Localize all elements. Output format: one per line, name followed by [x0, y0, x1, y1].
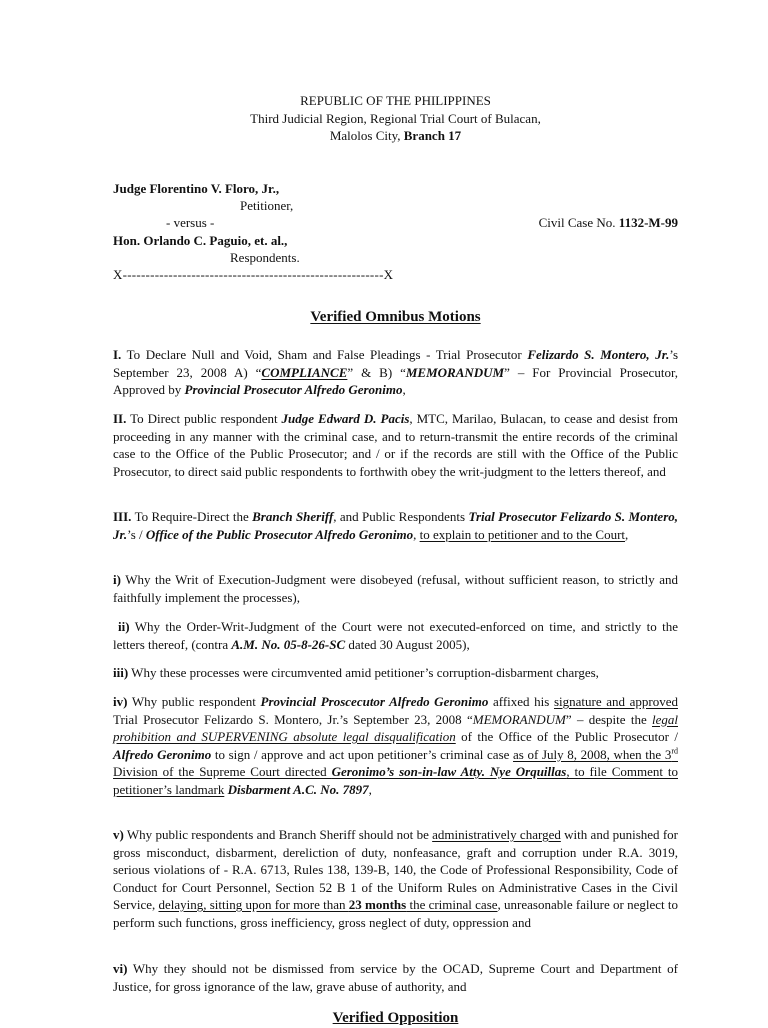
- text: with and punished for gross misconduct, disbarment, dereliction of duty, nonfeasance, graft and corruption under R.A. 3019, serious violations of - R.A. 6713, Rules 138, 139-B, 140, the Code of Professional Responsibility, Code of Conduct for Court Personnel, Section 52 B 1 of the Uniform Rules on Administrative Cases in the Civil Service,: [113, 827, 679, 912]
- emphasis: Branch Sheriff: [252, 509, 334, 524]
- item-number: v): [113, 827, 124, 842]
- text: ’s September 23, 2008 A) “: [113, 347, 678, 380]
- text: Why they should not be dismissed from service by the OCAD, Supreme Court and Department of Justice, for gross ignorance of the law, grave abuse of authority, and: [113, 961, 678, 994]
- emphasis: Geronimo’s son-in-law Atty. Nye Orquillas: [331, 764, 567, 779]
- emphasis: Provincial Proscecutor Alfredo Geronimo: [260, 694, 489, 709]
- header-city-text: Malolos City,: [329, 128, 404, 143]
- document-title: Verified Omnibus Motions: [310, 309, 481, 325]
- case-number-label: Civil Case No.: [538, 215, 619, 230]
- case-number: 1132-M-99: [618, 215, 678, 230]
- item-ii: [113, 618, 678, 653]
- underlined-text: legal prohibition and SUPERVENING absolute legal disqualification: [113, 711, 678, 744]
- paragraph-1: [113, 346, 678, 399]
- text: Why public respondents and Branch Sheriff should not be: [123, 827, 433, 842]
- text: ” & B) “: [347, 364, 406, 380]
- text: ’s /: [127, 526, 146, 542]
- caption-divider: X---------------------------------------------------------X: [113, 267, 394, 282]
- text: ” – For Provincial Prosecutor, Approved by: [113, 364, 679, 397]
- emphasis: Felizardo S. Montero, Jr.: [527, 347, 670, 362]
- header-line-republic: REPUBLIC OF THE PHILIPPINES: [300, 93, 491, 108]
- emphasis: MEMORANDUM: [405, 364, 505, 380]
- item-number: vi): [113, 961, 128, 976]
- text: ” – despite the: [565, 711, 652, 727]
- emphasis: Alfredo Geronimo: [113, 746, 212, 762]
- text: Why these processes were circumvented amid petitioner’s corruption-disbarment charges,: [128, 665, 599, 680]
- petitioner-role: Petitioner,: [240, 198, 294, 213]
- case-number-line: [539, 214, 678, 232]
- text: To Declare Null and Void, Sham and False Pleadings - Trial Prosecutor: [121, 347, 528, 362]
- emphasis: 23 months: [348, 897, 407, 912]
- text: Why the Order-Writ-Judgment of the Court were not executed-enforced on time, and strictly to the letters thereof, (contra: [113, 619, 678, 652]
- text: dated 30 August 2005),: [345, 636, 470, 652]
- underlined-text: to explain to petitioner and to the Court: [419, 526, 626, 542]
- text: ,: [368, 781, 372, 797]
- paragraph-3: [113, 508, 678, 543]
- item-vi: [113, 960, 678, 995]
- header-line-region: Third Judicial Region, Regional Trial Court of Bulacan,: [250, 110, 541, 126]
- text: affixed his: [488, 694, 554, 709]
- emphasis: Judge Edward D. Pacis: [281, 411, 410, 426]
- header-line-city: [113, 127, 678, 145]
- item-number: iii): [113, 665, 129, 680]
- court-header: [113, 92, 678, 145]
- italic-text: MEMORANDUM: [472, 711, 566, 727]
- emphasis: A.M. No. 05-8-26-SC: [231, 636, 346, 652]
- item-number: ii): [118, 619, 130, 634]
- underlined-text: , to file Comment to petitioner’s landmark: [113, 764, 678, 797]
- underlined-text: Division of the Supreme Court directed: [113, 764, 332, 779]
- underlined-text: delaying, sitting upon for more than: [158, 897, 349, 912]
- underlined-text: signature and approved: [553, 694, 678, 709]
- versus-label: - versus -: [166, 215, 215, 230]
- text: ,: [625, 526, 629, 542]
- text: Why the Writ of Execution-Judgment were disobeyed (refusal, without sufficient reason, to strictly and faithfully implement the processes),: [113, 572, 678, 605]
- header-branch: Branch 17: [403, 128, 462, 143]
- document-page: [113, 0, 678, 1024]
- text: of the Office of the Public Prosecutor /: [455, 729, 678, 744]
- case-caption: [113, 180, 678, 290]
- emphasis: COMPLIANCE: [261, 364, 348, 380]
- text: , unreasonable failure or neglect to perform such functions, gross inefficiency, gross neglect of duty, oppression and: [113, 897, 679, 930]
- petitioner-name: Judge Florentino V. Floro, Jr.,: [113, 181, 280, 196]
- text: Trial Prosecutor Felizardo S. Montero, Jr.’s September 23, 2008 “: [113, 711, 473, 727]
- text: Why public respondent: [127, 694, 261, 709]
- paragraph-number: III.: [113, 509, 132, 524]
- item-number: i): [113, 572, 121, 587]
- text: ,: [413, 526, 420, 542]
- text: To Direct public respondent: [126, 411, 282, 426]
- item-v: [113, 826, 678, 931]
- text: to sign / approve and act upon petitioner’s criminal case: [211, 746, 514, 762]
- emphasis: Disbarment A.C. No. 7897: [227, 781, 369, 797]
- paragraph-2: [113, 410, 678, 480]
- section-title-opposition: Verified Opposition: [332, 1010, 459, 1026]
- text: , MTC, Marilao, Bulacan, to cease and desist from proceeding in any manner with the criminal case, and to return-transmit the entire records of the criminal case to the Office of the Public Prosecutor; and / or if the records are still with the Office of the Public Prosecutor, to direct said public respondents to forthwith obey the writ-judgment to the letters thereof, and: [113, 411, 678, 479]
- item-number: iv): [113, 694, 128, 709]
- item-iv: [113, 693, 678, 798]
- underlined-text: the criminal case: [406, 897, 498, 912]
- text: , and Public Respondents: [333, 509, 469, 524]
- item-iii: [113, 664, 678, 682]
- underlined-text: as of July 8, 2008, when the 3: [513, 746, 672, 762]
- emphasis: Trial Prosecutor Felizardo S. Montero, Jr.: [113, 509, 679, 542]
- underlined-text: administratively charged: [432, 827, 561, 842]
- item-i: [113, 571, 678, 606]
- text: To Require-Direct the: [131, 509, 253, 524]
- respondent-name: Hon. Orlando C. Paguio, et. al.,: [113, 233, 288, 248]
- respondent-role: Respondents.: [230, 250, 300, 265]
- superscript: rd: [671, 746, 678, 756]
- paragraph-number: I.: [113, 347, 122, 362]
- text: ,: [402, 382, 406, 397]
- emphasis: Office of the Public Prosecutor Alfredo Geronimo: [145, 526, 414, 542]
- paragraph-number: II.: [113, 411, 127, 426]
- emphasis: Provincial Prosecutor Alfredo Geronimo: [184, 382, 403, 397]
